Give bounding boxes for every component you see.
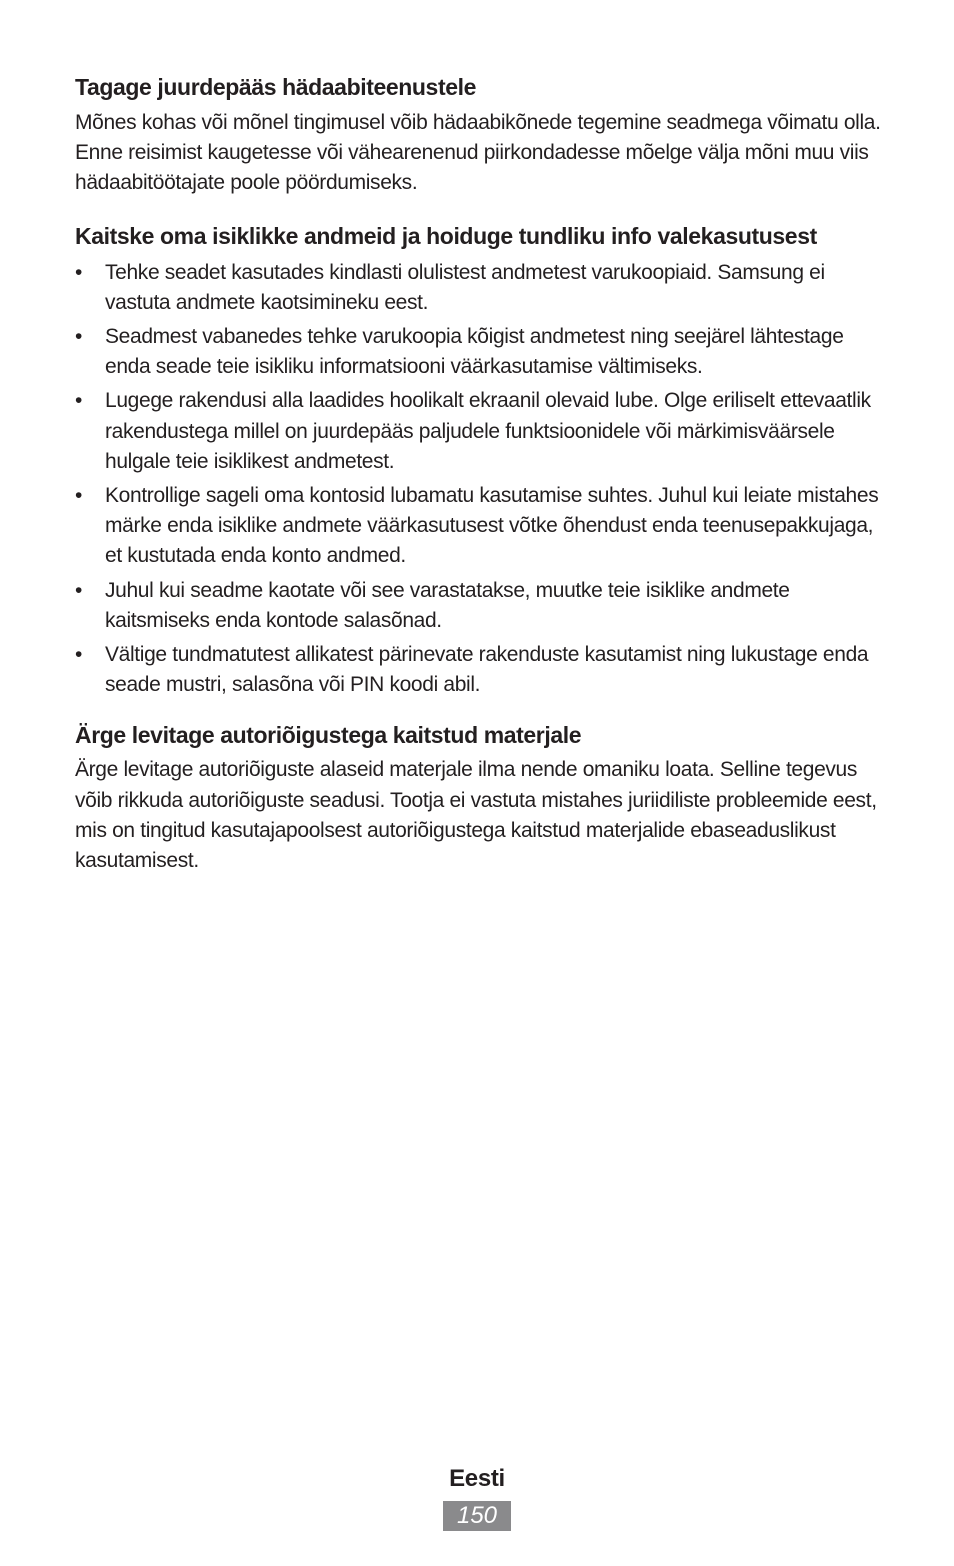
list-item (75, 640, 885, 700)
list-item-text: Lugege rakendusi alla laadides hoolikalt ekraanil olevaid lube. Olge eriliselt ettevaatlik rakendustega millel on juurdepääs paljudele funktsioonidele või märkimisväärsele hulgale teie isiklikest andmetest. (105, 389, 871, 473)
section-heading: Kaitske oma isiklikke andmeid ja hoiduge tundliku info valekasutusest (75, 222, 817, 249)
bullet-icon: • (75, 578, 83, 602)
list-item-text: Vältige tundmatutest allikatest pärinevate rakenduste kasutamist ning lukustage enda seade mustri, salasõna või PIN koodi abil. (105, 643, 869, 697)
page-number-badge: 150 (443, 1501, 511, 1531)
page-footer (0, 1462, 954, 1531)
section-copyright (75, 718, 885, 876)
footer-language: Eesti (449, 1465, 505, 1492)
list-item (75, 258, 885, 318)
list-item-text: Juhul kui seadme kaotate või see varastatakse, muutke teie isiklike andmete kaitsmiseks enda kontode salasõnad. (105, 578, 790, 632)
list-item (75, 322, 885, 382)
list-item (75, 576, 885, 636)
list-item-text: Kontrollige sageli oma kontosid lubamatu kasutamise suhtes. Juhul kui leiate mistahes märke enda isiklike andmete väärkasutusest võtke õhendust enda teenusepakkujaga, et kustutada enda konto andmed. (105, 484, 879, 568)
bullet-icon: • (75, 325, 83, 349)
bullet-icon: • (75, 389, 83, 413)
list-item-text: Seadmest vabanedes tehke varukoopia kõigist andmetest ning seejärel lähtestage enda seade teie isikliku informatsiooni väärkasutamise vältimiseks. (105, 325, 844, 379)
bullet-icon: • (75, 260, 83, 284)
section-paragraph: Ärge levitage autoriõiguste alaseid materjale ilma nende omaniku loata. Selline tegevus võib rikkuda autoriõiguste seadusi. Tootja ei vastuta mistahes juriidiliste probleemide eest, mis on tingitud kasutajapoolsest autoriõigustega kaitstud materjalide ebaseaduslikust kasutamisest. (75, 758, 877, 873)
list-item (75, 386, 885, 477)
section-personal-data (75, 219, 885, 701)
list-item-text: Tehke seadet kasutades kindlasti olulistest andmetest varukoopiaid. Samsung ei vastuta andmete kaotsimineku eest. (105, 260, 825, 314)
section-paragraph: Mõnes kohas või mõnel tingimusel võib hädaabikõnede tegemine seadmega võimatu olla. Enne reisimist kaugetesse või vähearenenud piirkondadesse mõelge välja mõni muu viis hädaabitöötajate poole pöördumiseks. (75, 111, 881, 195)
bullet-icon: • (75, 484, 83, 508)
bullet-list (75, 258, 885, 701)
page-content (75, 70, 885, 876)
section-emergency-services (75, 70, 885, 199)
section-heading: Tagage juurdepääs hädaabiteenustele (75, 74, 476, 100)
bullet-icon: • (75, 643, 83, 667)
list-item (75, 481, 885, 572)
section-heading: Ärge levitage autoriõigustega kaitstud materjale (75, 722, 582, 749)
